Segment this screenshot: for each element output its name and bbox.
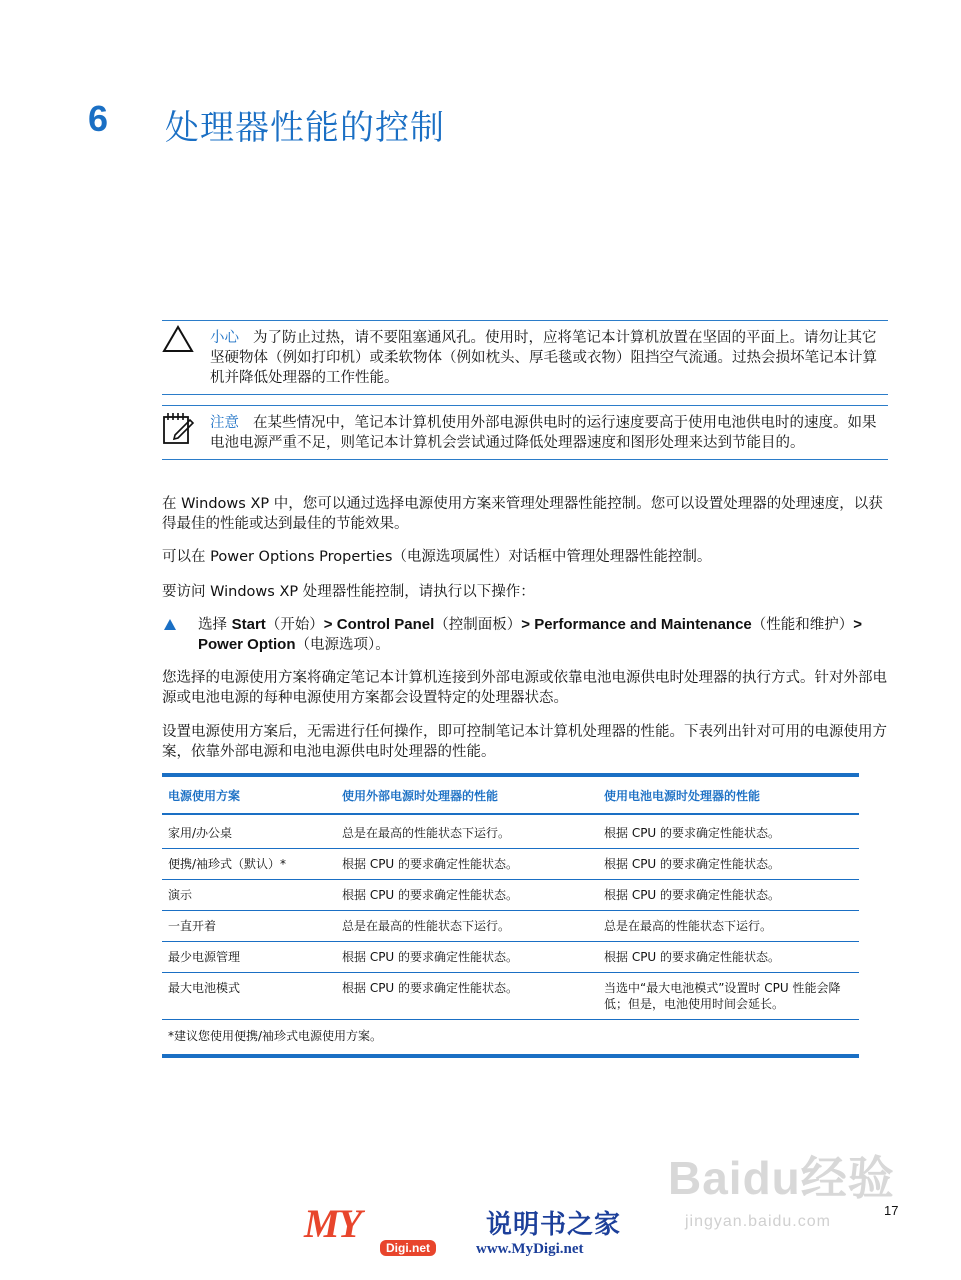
table-cell: 演示 xyxy=(162,880,336,911)
paragraph-windows-xp: 在 Windows XP 中，您可以通过选择电源使用方案来管理处理器性能控制。您可以设置处理器的处理速度，以获得最佳的性能或达到最佳的节能效果。 xyxy=(162,496,883,532)
note-label: 注意 xyxy=(210,415,239,431)
table-cell: 根据 CPU 的要求确定性能状态。 xyxy=(336,849,598,880)
table-cell: 总是在最高的性能状态下运行。 xyxy=(336,814,598,849)
table-cell: 家用/办公桌 xyxy=(162,814,336,849)
table-header-external: 使用外部电源时处理器的性能 xyxy=(336,775,598,814)
table-cell: 根据 CPU 的要求确定性能状态。 xyxy=(598,880,859,911)
table-cell: 一直开着 xyxy=(162,911,336,942)
table-cell: 根据 CPU 的要求确定性能状态。 xyxy=(336,942,598,973)
table-header-row xyxy=(162,775,859,814)
mydigi-logo-mark: MY xyxy=(304,1201,360,1246)
step-bullet-triangle-icon xyxy=(164,619,176,630)
step-control-panel-cn: （控制面板） xyxy=(434,617,522,633)
step-sep2: > xyxy=(521,616,535,633)
table-cell: 根据 CPU 的要求确定性能状态。 xyxy=(598,849,859,880)
table-row xyxy=(162,942,859,973)
paragraph-access: 要访问 Windows XP 处理器性能控制，请执行以下操作： xyxy=(162,584,535,600)
page-number: 17 xyxy=(884,1203,899,1218)
table-header-battery: 使用电池电源时处理器的性能 xyxy=(598,775,859,814)
note-pad-icon xyxy=(162,410,196,450)
step-sep1: > xyxy=(323,616,337,633)
table-cell: 根据 CPU 的要求确定性能状态。 xyxy=(598,814,859,849)
table-cell: 便携/袖珍式（默认）* xyxy=(162,849,336,880)
table-cell: 最大电池模式 xyxy=(162,973,336,1020)
step-sep3: > xyxy=(853,616,863,633)
table-cell: 根据 CPU 的要求确定性能状态。 xyxy=(336,880,598,911)
table-cell: 根据 CPU 的要求确定性能状态。 xyxy=(336,973,598,1020)
chapter-title: 处理器性能的控制 xyxy=(165,108,445,148)
step-power-option: Power Option xyxy=(198,636,296,653)
step-control-panel: Control Panel xyxy=(336,616,435,633)
mydigi-logo-url: www.MyDigi.net xyxy=(476,1241,584,1257)
note-text: 在某些情况中，笔记本计算机使用外部电源供电时的运行速度要高于使用电池供电时的速度。如果电池电源严重不足，则笔记本计算机会尝试通过降低处理器速度和图形处理来达到节能目的。 xyxy=(210,415,877,451)
warning-triangle-icon xyxy=(162,325,194,357)
table-footnote: *建议您使用便携/袖珍式电源使用方案。 xyxy=(168,1029,383,1043)
mydigi-logo-name: 说明书之家 xyxy=(486,1210,622,1240)
table-row xyxy=(162,849,859,880)
mydigi-logo-badge: Digi.net xyxy=(380,1240,436,1256)
caution-text: 为了防止过热，请不要阻塞通风孔。使用时，应将笔记本计算机放置在坚固的平面上。请勿让其它坚硬物体（例如打印机）或柔软物体（例如枕头、厚毛毯或衣物）阻挡空气流通。过热会损坏笔记本计算机并降低处理器的工作性能。 xyxy=(210,330,877,386)
table-cell: 最少电源管理 xyxy=(162,942,336,973)
paragraph-power-options: 可以在 Power Options Properties（电源选项属性）对话框中管理处理器性能控制。 xyxy=(162,549,712,565)
step-performance: Performance and Maintenance xyxy=(534,616,752,633)
step-performance-cn: （性能和维护） xyxy=(751,617,854,633)
note-box xyxy=(162,405,888,460)
paragraph-table-intro: 设置电源使用方案后，无需进行任何操作，即可控制笔记本计算机处理器的性能。下表列出针对可用的电源使用方案，依靠外部电源和电池电源供电时处理器的性能。 xyxy=(162,724,887,760)
caution-label: 小心 xyxy=(210,330,239,346)
table-row xyxy=(162,814,859,849)
table-row xyxy=(162,973,859,1020)
table-cell: 总是在最高的性能状态下运行。 xyxy=(598,911,859,942)
table-cell: 当选中“最大电池模式”设置时 CPU 性能会降低；但是，电池使用时间会延长。 xyxy=(598,973,859,1020)
caution-box xyxy=(162,320,888,395)
step-prefix: 选择 xyxy=(198,617,232,633)
table-footnote-row xyxy=(162,1020,859,1057)
table-cell: 总是在最高的性能状态下运行。 xyxy=(336,911,598,942)
step-start: Start xyxy=(231,616,266,633)
step-power-option-cn: （电源选项） xyxy=(295,637,376,653)
paragraph-power-scheme: 您选择的电源使用方案将确定笔记本计算机连接到外部电源或依靠电池电源供电时处理器的执行方式。针对外部电源或电池电源的每种电源使用方案都会设置特定的处理器状态。 xyxy=(162,670,887,706)
step-suffix: 。 xyxy=(375,637,390,653)
table-row xyxy=(162,911,859,942)
step-instruction xyxy=(162,615,888,655)
power-scheme-table xyxy=(162,773,859,1058)
chapter-number: 6 xyxy=(88,98,109,139)
table-row xyxy=(162,880,859,911)
step-start-cn: （开始） xyxy=(265,617,324,633)
baidu-watermark: Baidu经验 xyxy=(668,1152,895,1204)
table-header-scheme: 电源使用方案 xyxy=(162,775,336,814)
baidu-watermark-url: jingyan.baidu.com xyxy=(685,1213,831,1230)
table-cell: 根据 CPU 的要求确定性能状态。 xyxy=(598,942,859,973)
